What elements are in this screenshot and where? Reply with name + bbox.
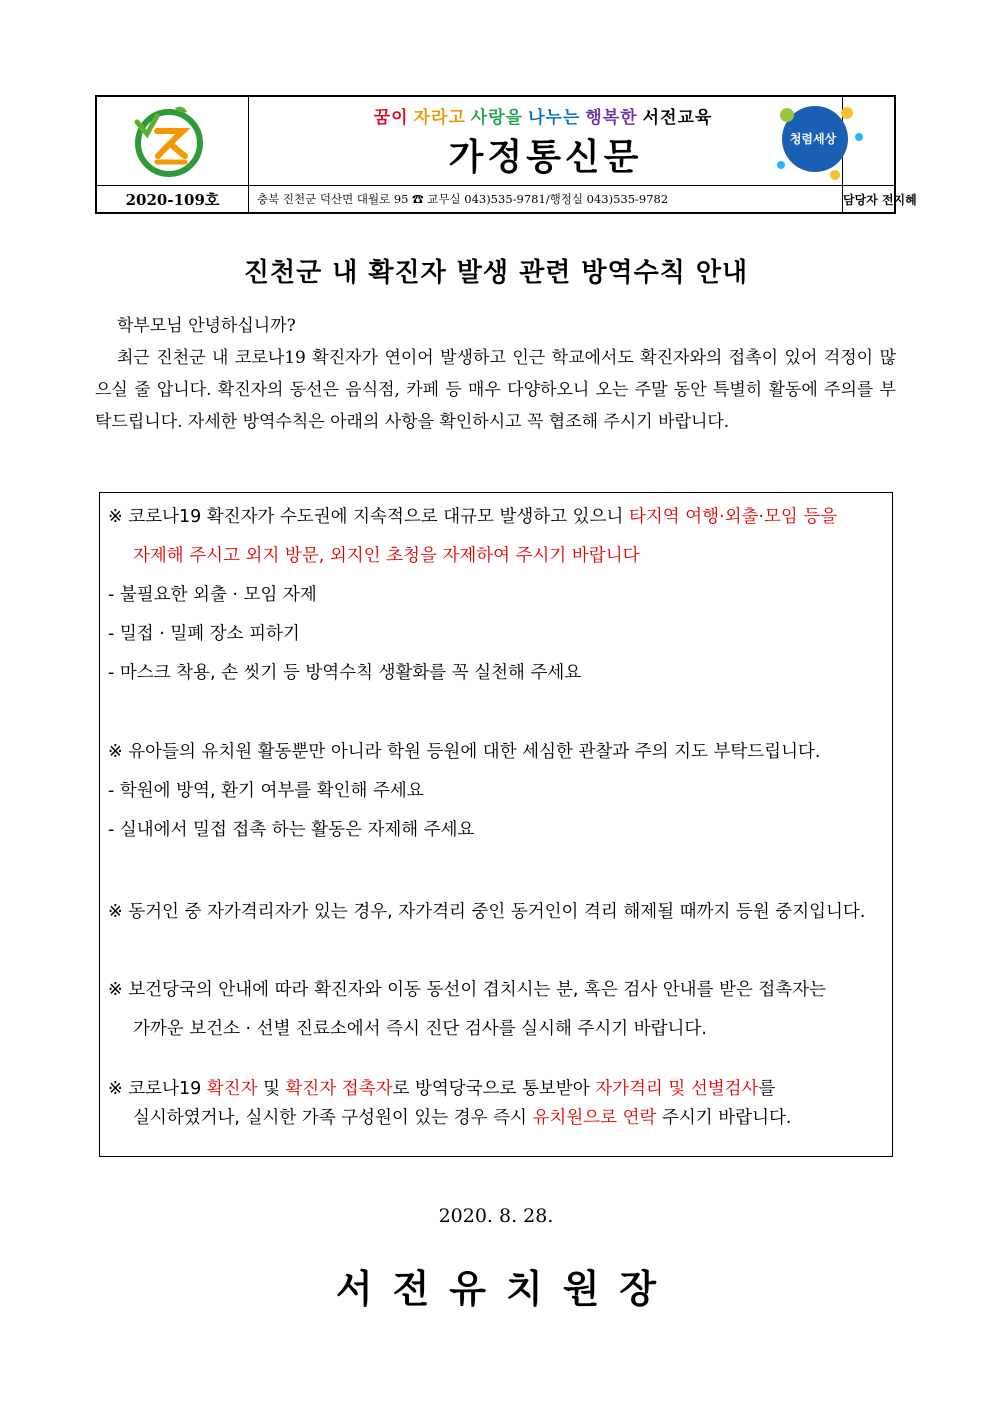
greeting-paragraph <box>95 310 896 438</box>
list-item: - 마스크 착용, 손 씻기 등 방역수칙 생활화를 꼭 실천해 주세요 <box>108 663 582 683</box>
list-item: - 실내에서 밀접 접촉 하는 활동은 자제해 주세요 <box>108 820 475 840</box>
notice-text: 를 <box>758 1079 776 1099</box>
notice-1-line2: 자제해 주시고 외지 방문, 외지인 초청을 자제하여 주시기 바랍니다 <box>133 546 640 566</box>
notice-4-line2: 가까운 보건소 · 선별 진료소에서 즉시 진단 검사를 실시해 주시기 바랍니다. <box>133 1019 707 1039</box>
notice-emphasis: 확진자 접촉자 <box>285 1079 393 1099</box>
notice-box <box>99 492 893 1157</box>
list-item: - 학원에 방역, 환기 여부를 확인해 주세요 <box>108 781 424 801</box>
notice-2-line: ※ 유아들의 유치원 활동뿐만 아니라 학원 등원에 대한 세심한 관찰과 주의 지도 부탁드립니다. <box>108 742 821 762</box>
slogan-word: 행복한 <box>585 108 638 128</box>
list-item: - 밀접 · 밀폐 장소 피하기 <box>108 624 300 644</box>
notice-text: 주시기 바랍니다. <box>656 1108 792 1128</box>
notice-emphasis: 자가격리 및 선별검사 <box>595 1079 759 1099</box>
slogan-word: 사랑을 <box>470 108 524 128</box>
signer-title: 서전유치원장 <box>335 1267 677 1311</box>
greeting-line: 학부모님 안녕하십니까? <box>117 316 296 336</box>
notice-text: ※ 코로나19 확진자가 수도권에 지속적으로 대규모 발생하고 있으니 <box>108 507 629 527</box>
slogan-word: 서전교육 <box>642 108 713 128</box>
notice-4-line: ※ 보건당국의 안내에 따라 확진자와 이동 동선이 겹치시는 분, 혹은 검사 안내를 받은 접촉자는 <box>108 980 827 1000</box>
document-title: 진천군 내 확진자 발생 관련 방역수칙 안내 <box>243 258 749 288</box>
issue-cell <box>97 185 249 212</box>
notice-5-line2 <box>133 1104 884 1129</box>
notice-5-line <box>108 1075 884 1100</box>
notice-emphasis: 확진자 <box>206 1079 258 1099</box>
school-address: 충북 진천군 덕산면 대월로 95 ☎ 교무실 043)535-9781/행정실 043)535-9782 <box>257 192 669 206</box>
notice-emphasis: 타지역 여행·외출·모임 등을 <box>628 507 838 527</box>
notice-text: 로 방역당국으로 통보받아 <box>392 1079 596 1099</box>
notice-emphasis: 유치원으로 연락 <box>532 1108 657 1128</box>
slogan <box>249 103 842 128</box>
notice-text: 및 <box>257 1079 286 1099</box>
notice-text: 실시하였거나, 실시한 가족 구성원이 있는 경우 즉시 <box>133 1108 533 1128</box>
newsletter-header <box>95 95 917 214</box>
slogan-word: 자라고 <box>413 108 466 128</box>
notice-text: ※ 코로나19 <box>108 1079 207 1099</box>
newsletter-title: 가정통신문 <box>448 137 643 178</box>
notice-1-line <box>108 503 884 528</box>
school-logo-icon <box>127 104 207 180</box>
staff-cell <box>843 185 917 212</box>
intro-paragraph: 최근 진천군 내 코로나19 확진자가 연이어 발생하고 인근 학교에서도 확진자와의 접촉이 있어 걱정이 많으실 줄 압니다. 확진자의 동선은 음식점, 카페 등 매우 다양하오니 오는 주말 동안 특별히 활동에 주의를 부탁드립니다. 자세한 방역수칙은 아래의 사항을 확인하시고 꼭 협조해 주시기 바랍니다. <box>95 348 896 432</box>
slogan-word: 꿈이 <box>373 108 409 128</box>
cheongryeom-seal-icon <box>765 101 885 185</box>
issue-number: 2020-109호 <box>125 191 220 209</box>
list-item: - 불필요한 외출 · 모임 자제 <box>108 585 317 605</box>
title-cell <box>249 97 843 185</box>
staff-name: 담당자 전지혜 <box>843 193 917 207</box>
notice-3-line: ※ 동거인 중 자가격리자가 있는 경우, 자가격리 중인 동거인이 격리 해제될 때까지 등원 중지입니다. <box>108 902 866 922</box>
slogan-word: 나누는 <box>528 108 581 128</box>
issue-date: 2020. 8. 28. <box>438 1205 554 1227</box>
address-cell <box>249 185 843 212</box>
seal-text: 청렴세상 <box>789 132 837 146</box>
